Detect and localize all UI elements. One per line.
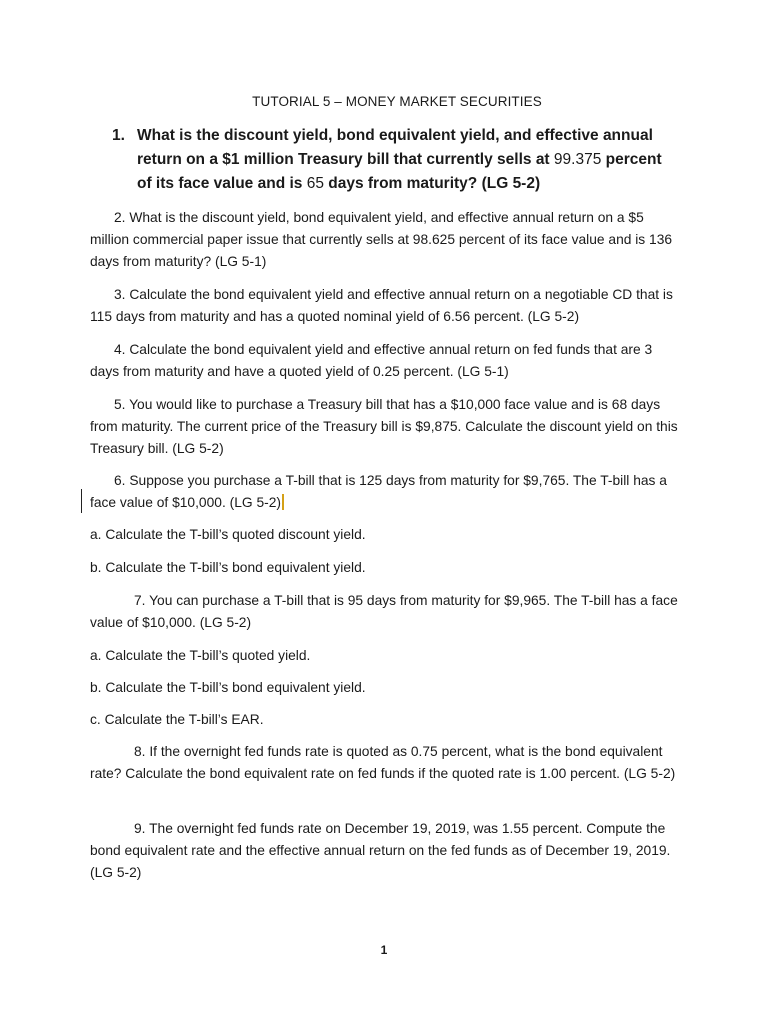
page-title: TUTORIAL 5 – MONEY MARKET SECURITIES	[252, 94, 542, 109]
question-1-price: 99.375	[553, 151, 602, 168]
question-3: 3. Calculate the bond equivalent yield and effective annual return on a negotiable CD that is 115 days from maturity and has a quoted nominal yield of 6.56 percent. (LG 5-2)	[90, 287, 673, 324]
question-1-text-a: What is the discount yield, bond equivalent yield, and effective annual return on a $1 million Treasury bill that currently sells at	[137, 127, 653, 168]
question-6a: a. Calculate the T-bill’s quoted discount yield.	[90, 527, 366, 542]
question-1-days: 65	[306, 175, 324, 192]
question-6	[90, 470, 680, 514]
question-2: 2. What is the discount yield, bond equivalent yield, and effective annual return on a $5 million commercial paper issue that currently sells at 98.625 percent of its face value and is 136 days from maturity? (LG 5-1)	[90, 210, 673, 269]
question-1-text-b: percent of its face value and is	[137, 151, 662, 192]
question-8: 8. If the overnight fed funds rate is quoted as 0.75 percent, what is the bond equivalent rate? Calculate the bond equivalent rate on fed funds if the quoted rate is 1.00 percent. (LG 5-2)	[90, 744, 676, 781]
question-7b: b. Calculate the T-bill’s bond equivalent yield.	[90, 680, 366, 695]
text-cursor	[81, 489, 82, 513]
question-7a: a. Calculate the T-bill’s quoted yield.	[90, 648, 311, 663]
question-6-text: 6. Suppose you purchase a T-bill that is 125 days from maturity for $9,765. The T-bill has a face value of $10,000. (LG 5-2)	[90, 473, 667, 510]
question-1-text	[137, 124, 672, 196]
question-1	[112, 124, 672, 196]
question-1-number: 1.	[112, 127, 125, 144]
question-7c: c. Calculate the T-bill’s EAR.	[90, 712, 264, 727]
question-4: 4. Calculate the bond equivalent yield and effective annual return on fed funds that are 3 days from maturity and have a quoted yield of 0.25 percent. (LG 5-1)	[90, 342, 653, 379]
question-6b: b. Calculate the T-bill’s bond equivalent yield.	[90, 560, 366, 575]
question-9: 9. The overnight fed funds rate on December 19, 2019, was 1.55 percent. Compute the bond equivalent rate and the effective annual return on the fed funds as of December 19, 2019. (LG 5-2)	[90, 821, 671, 880]
edit-marker-icon	[282, 494, 284, 510]
question-5: 5. You would like to purchase a Treasury bill that has a $10,000 face value and is 68 days from maturity. The current price of the Treasury bill is $9,875. Calculate the discount yield on this Treasury bill. (LG 5-2)	[90, 397, 678, 456]
question-7: 7. You can purchase a T-bill that is 95 days from maturity for $9,965. The T-bill has a face value of $10,000. (LG 5-2)	[90, 593, 678, 630]
page-number: 1	[380, 943, 388, 957]
question-1-text-c: days from maturity? (LG 5-2)	[323, 175, 541, 192]
